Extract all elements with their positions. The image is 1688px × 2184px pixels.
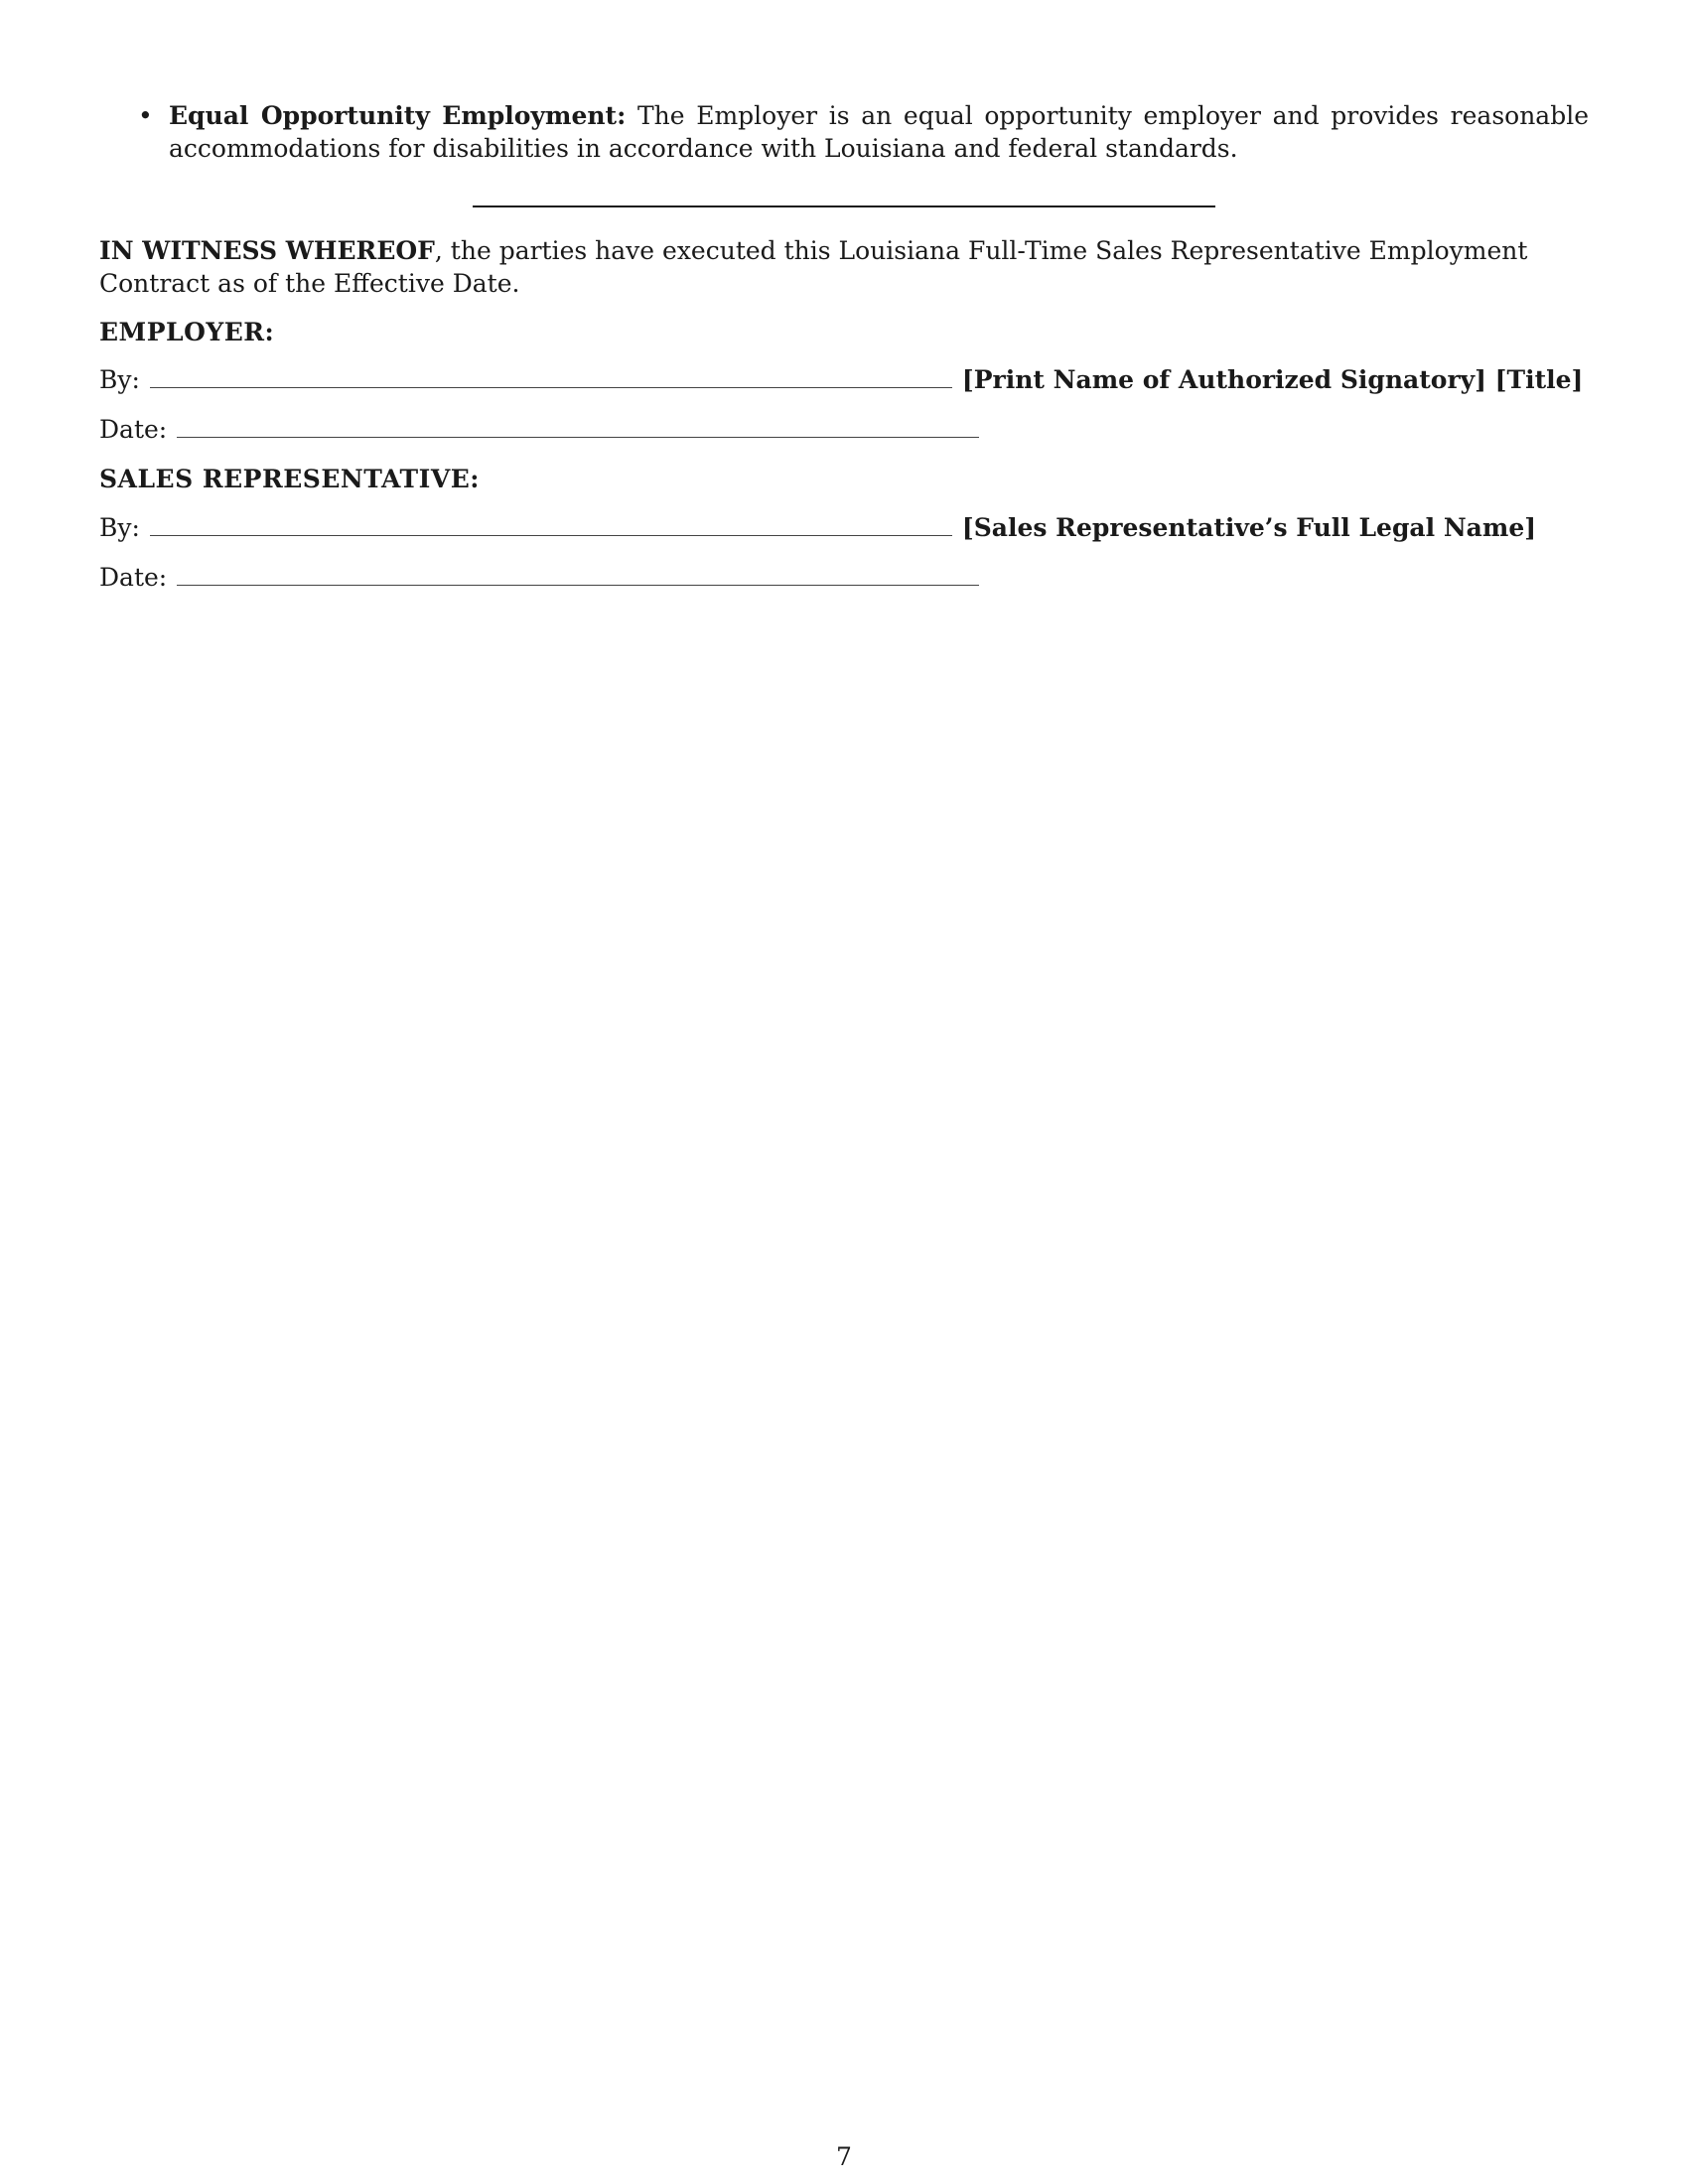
sales-rep-name-placeholder: [Sales Representative’s Full Legal Name] [961, 513, 1537, 542]
bullet-title: Equal Opportunity Employment: [169, 101, 627, 130]
employer-date-row [99, 413, 989, 446]
witness-lead: IN WITNESS WHEREOF [99, 236, 435, 265]
employer-signature-line[interactable] [150, 365, 952, 388]
page-number: 7 [836, 2142, 852, 2171]
employer-name-placeholder: [Print Name of Authorized Signatory] [Title] [961, 365, 1584, 394]
sales-rep-signature-line[interactable] [150, 513, 952, 536]
employer-date-line[interactable] [177, 415, 979, 438]
sales-rep-date-line[interactable] [177, 563, 979, 586]
witness-clause [99, 234, 1589, 300]
sales-rep-date-label: Date: [99, 563, 168, 592]
sales-rep-by-label: By: [99, 513, 140, 542]
list-item [139, 99, 1589, 165]
bullet-icon: • [138, 101, 153, 130]
bullet-text: The Employer is an equal opportunity employer and provides reasonable accommodations for disabilities in accordance with Louisiana and federal standards. [169, 101, 1590, 163]
section-divider [473, 205, 1215, 207]
employer-date-label: Date: [99, 415, 168, 444]
employer-heading: EMPLOYER: [99, 318, 275, 346]
sales-rep-heading: SALES REPRESENTATIVE: [99, 465, 481, 493]
witness-text: , the parties have executed this Louisiana Full-Time Sales Representative Employment Contract as of the Effective Date. [99, 236, 1528, 298]
employer-signature-row [99, 363, 1583, 396]
bullet-list [139, 99, 1589, 165]
sales-rep-signature-row [99, 511, 1536, 544]
employer-by-label: By: [99, 365, 140, 394]
sales-rep-date-row [99, 561, 989, 594]
